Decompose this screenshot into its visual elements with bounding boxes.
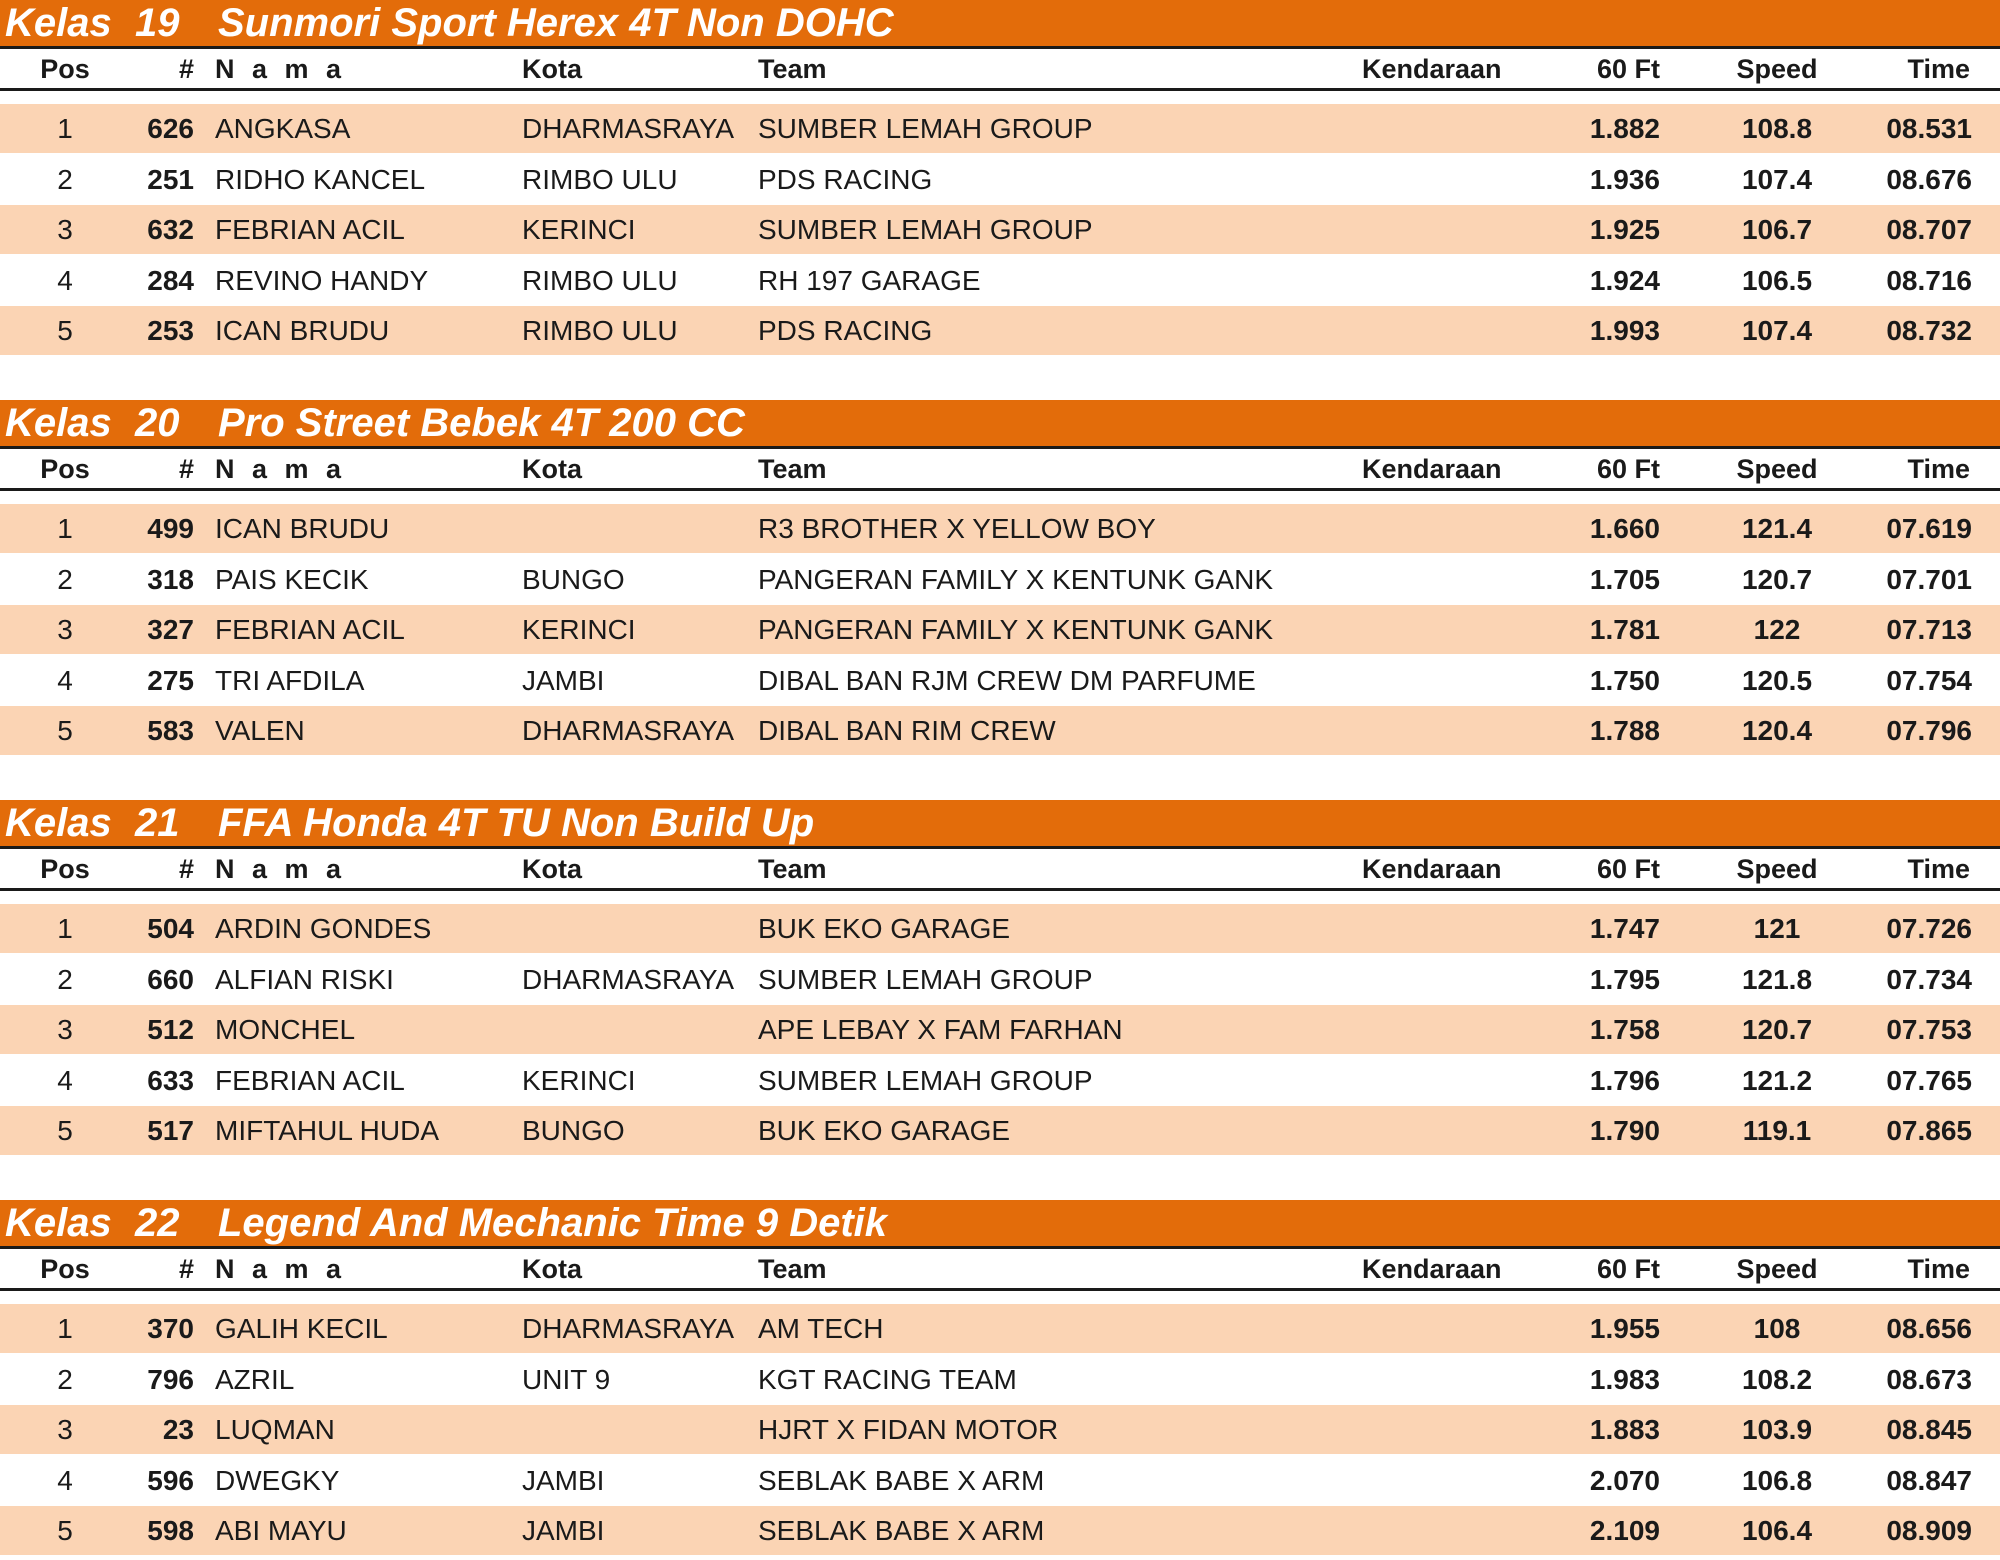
cell-kota: DHARMASRAYA <box>522 113 735 144</box>
cell-time: 07.753 <box>1886 1014 1972 1045</box>
cell-speed: 121.2 <box>1741 1065 1813 1096</box>
column-header-pos: Pos <box>40 854 90 884</box>
table-row <box>0 256 2000 305</box>
table-row <box>0 904 2000 953</box>
table-row <box>0 1405 2000 1454</box>
column-header-speed: Speed <box>1736 54 1818 84</box>
class-section <box>0 800 2000 1160</box>
column-header-num: # <box>178 1254 194 1284</box>
cell-time: 08.707 <box>1886 214 1972 245</box>
cell-nama: TRI AFDILA <box>215 665 365 696</box>
class-name: FFA Honda 4T TU Non Build Up <box>218 801 815 845</box>
cell-speed: 107.4 <box>1741 164 1813 195</box>
cell-speed: 106.7 <box>1741 214 1813 245</box>
table-row <box>0 955 2000 1004</box>
cell-time: 08.531 <box>1886 113 1972 144</box>
cell-num: 598 <box>147 1515 194 1546</box>
cell-kota: JAMBI <box>522 665 605 696</box>
cell-nama: MIFTAHUL HUDA <box>215 1115 439 1146</box>
column-header-team: Team <box>758 454 827 484</box>
cell-nama: ANGKASA <box>215 113 351 144</box>
cell-team: PDS RACING <box>758 315 933 346</box>
class-title-bar <box>0 0 2000 49</box>
cell-ft60: 1.955 <box>1589 1313 1660 1344</box>
column-header-pos: Pos <box>40 54 90 84</box>
cell-kota: JAMBI <box>522 1515 605 1546</box>
cell-team: RH 197 GARAGE <box>758 265 981 296</box>
cell-speed: 108.8 <box>1741 113 1813 144</box>
column-header-pos: Pos <box>40 1254 90 1284</box>
cell-num: 23 <box>162 1414 194 1445</box>
cell-ft60: 2.070 <box>1589 1465 1660 1496</box>
cell-ft60: 1.993 <box>1589 315 1660 346</box>
cell-time: 07.865 <box>1886 1115 1972 1146</box>
column-header-kendaraan: Kendaraan <box>1362 54 1502 84</box>
cell-pos: 3 <box>57 1414 73 1445</box>
cell-nama: FEBRIAN ACIL <box>215 614 405 645</box>
table-row <box>0 1456 2000 1505</box>
column-header-nama: N a m a <box>215 854 347 884</box>
cell-num: 275 <box>147 665 194 696</box>
table-row <box>0 504 2000 553</box>
cell-num: 796 <box>147 1364 194 1395</box>
cell-pos: 4 <box>57 1465 73 1496</box>
cell-pos: 4 <box>57 1065 73 1096</box>
cell-time: 08.845 <box>1886 1414 1972 1445</box>
cell-time: 07.619 <box>1886 513 1972 544</box>
cell-nama: AZRIL <box>215 1364 295 1395</box>
cell-time: 08.847 <box>1886 1465 1972 1496</box>
cell-num: 660 <box>147 964 194 995</box>
cell-num: 596 <box>147 1465 194 1496</box>
column-header-time: Time <box>1907 454 1970 484</box>
cell-nama: ICAN BRUDU <box>215 513 390 544</box>
cell-num: 517 <box>147 1115 194 1146</box>
cell-pos: 1 <box>57 113 73 144</box>
cell-nama: VALEN <box>215 715 305 746</box>
class-section <box>0 1200 2000 1560</box>
cell-ft60: 1.781 <box>1589 614 1660 645</box>
table-row <box>0 306 2000 355</box>
cell-pos: 4 <box>57 665 73 696</box>
cell-num: 504 <box>147 913 194 944</box>
column-header-kota: Kota <box>522 54 582 84</box>
cell-kota: UNIT 9 <box>522 1364 611 1395</box>
table-row <box>0 1056 2000 1105</box>
column-header-team: Team <box>758 1254 827 1284</box>
cell-ft60: 1.747 <box>1589 913 1660 944</box>
cell-speed: 103.9 <box>1741 1414 1813 1445</box>
cell-team: SUMBER LEMAH GROUP <box>758 964 1093 995</box>
class-number: 20 <box>135 401 180 445</box>
cell-team: APE LEBAY X FAM FARHAN <box>758 1014 1123 1045</box>
cell-kota: RIMBO ULU <box>522 164 678 195</box>
cell-num: 253 <box>147 315 194 346</box>
class-section <box>0 0 2000 360</box>
cell-speed: 120.4 <box>1741 715 1813 746</box>
column-header-kendaraan: Kendaraan <box>1362 454 1502 484</box>
column-header-ft60: 60 Ft <box>1596 854 1660 884</box>
cell-ft60: 1.883 <box>1589 1414 1660 1445</box>
table-row <box>0 205 2000 254</box>
cell-team: PANGERAN FAMILY X KENTUNK GANK <box>758 614 1274 645</box>
cell-nama: GALIH KECIL <box>215 1313 388 1344</box>
class-name: Pro Street Bebek 4T 200 CC <box>218 401 745 445</box>
cell-time: 08.656 <box>1886 1313 1972 1344</box>
cell-time: 08.673 <box>1886 1364 1972 1395</box>
cell-ft60: 1.790 <box>1589 1115 1660 1146</box>
cell-ft60: 1.882 <box>1589 113 1660 144</box>
table-row <box>0 1304 2000 1353</box>
column-header-kota: Kota <box>522 854 582 884</box>
cell-num: 583 <box>147 715 194 746</box>
column-header-kota: Kota <box>522 454 582 484</box>
column-header-ft60: 60 Ft <box>1596 1254 1660 1284</box>
column-header-num: # <box>178 854 194 884</box>
cell-pos: 3 <box>57 1014 73 1045</box>
cell-speed: 121.4 <box>1741 513 1813 544</box>
cell-pos: 5 <box>57 315 73 346</box>
cell-time: 07.754 <box>1886 665 1972 696</box>
cell-speed: 106.8 <box>1741 1465 1813 1496</box>
cell-speed: 121 <box>1753 913 1801 944</box>
class-label: Kelas <box>5 1 112 45</box>
column-header-speed: Speed <box>1736 854 1818 884</box>
class-number: 21 <box>135 801 180 845</box>
cell-kota: KERINCI <box>522 214 636 245</box>
cell-pos: 5 <box>57 1115 73 1146</box>
column-header-team: Team <box>758 54 827 84</box>
cell-kota: RIMBO ULU <box>522 315 678 346</box>
class-label: Kelas <box>5 401 112 445</box>
cell-num: 284 <box>147 265 194 296</box>
cell-ft60: 1.750 <box>1589 665 1660 696</box>
cell-kota: DHARMASRAYA <box>522 1313 735 1344</box>
cell-pos: 2 <box>57 964 73 995</box>
cell-team: SEBLAK BABE X ARM <box>758 1465 1045 1496</box>
cell-nama: FEBRIAN ACIL <box>215 1065 405 1096</box>
cell-pos: 1 <box>57 513 73 544</box>
cell-num: 251 <box>147 164 194 195</box>
cell-pos: 4 <box>57 265 73 296</box>
cell-pos: 2 <box>57 564 73 595</box>
cell-pos: 3 <box>57 214 73 245</box>
cell-team: PANGERAN FAMILY X KENTUNK GANK <box>758 564 1274 595</box>
table-row <box>0 656 2000 705</box>
cell-num: 327 <box>147 614 194 645</box>
cell-team: HJRT X FIDAN MOTOR <box>758 1414 1059 1445</box>
cell-time: 08.676 <box>1886 164 1972 195</box>
cell-team: SUMBER LEMAH GROUP <box>758 1065 1093 1096</box>
cell-speed: 120.7 <box>1741 1014 1813 1045</box>
cell-num: 370 <box>147 1313 194 1344</box>
cell-team: BUK EKO GARAGE <box>758 1115 1011 1146</box>
cell-num: 512 <box>147 1014 194 1045</box>
cell-kota: KERINCI <box>522 1065 636 1096</box>
table-row <box>0 605 2000 654</box>
cell-pos: 2 <box>57 164 73 195</box>
cell-team: SUMBER LEMAH GROUP <box>758 214 1093 245</box>
table-row <box>0 155 2000 204</box>
cell-speed: 106.5 <box>1741 265 1813 296</box>
column-header-time: Time <box>1907 854 1970 884</box>
cell-nama: ICAN BRUDU <box>215 315 390 346</box>
cell-nama: ABI MAYU <box>215 1515 347 1546</box>
cell-pos: 2 <box>57 1364 73 1395</box>
cell-ft60: 1.795 <box>1589 964 1660 995</box>
cell-ft60: 1.758 <box>1589 1014 1660 1045</box>
cell-team: SEBLAK BABE X ARM <box>758 1515 1045 1546</box>
cell-team: DIBAL BAN RJM CREW DM PARFUME <box>758 665 1256 696</box>
column-header-row <box>0 1249 2000 1291</box>
class-label: Kelas <box>5 1201 112 1245</box>
column-header-num: # <box>178 454 194 484</box>
cell-nama: MONCHEL <box>215 1014 356 1045</box>
cell-nama: RIDHO KANCEL <box>215 164 426 195</box>
cell-speed: 107.4 <box>1741 315 1813 346</box>
cell-speed: 108.2 <box>1741 1364 1813 1395</box>
cell-ft60: 1.983 <box>1589 1364 1660 1395</box>
cell-speed: 122 <box>1753 614 1801 645</box>
column-header-ft60: 60 Ft <box>1596 54 1660 84</box>
table-row <box>0 555 2000 604</box>
cell-nama: PAIS KECIK <box>215 564 369 595</box>
cell-nama: DWEGKY <box>215 1465 340 1496</box>
cell-num: 632 <box>147 214 194 245</box>
column-header-row <box>0 449 2000 491</box>
column-header-kendaraan: Kendaraan <box>1362 854 1502 884</box>
class-name: Sunmori Sport Herex 4T Non DOHC <box>218 1 894 45</box>
class-number: 22 <box>135 1201 180 1245</box>
cell-time: 07.796 <box>1886 715 1972 746</box>
cell-ft60: 1.788 <box>1589 715 1660 746</box>
cell-team: KGT RACING TEAM <box>758 1364 1017 1395</box>
cell-ft60: 1.796 <box>1589 1065 1660 1096</box>
cell-nama: REVINO HANDY <box>215 265 429 296</box>
cell-speed: 119.1 <box>1742 1115 1812 1146</box>
table-row <box>0 706 2000 755</box>
cell-team: SUMBER LEMAH GROUP <box>758 113 1093 144</box>
column-header-row <box>0 49 2000 91</box>
cell-speed: 106.4 <box>1741 1515 1813 1546</box>
cell-kota: BUNGO <box>522 564 625 595</box>
cell-ft60: 1.936 <box>1589 164 1660 195</box>
cell-time: 07.726 <box>1886 913 1972 944</box>
column-header-row <box>0 849 2000 891</box>
table-row <box>0 1106 2000 1155</box>
cell-kota: BUNGO <box>522 1115 625 1146</box>
cell-kota: RIMBO ULU <box>522 265 678 296</box>
cell-team: AM TECH <box>758 1313 884 1344</box>
cell-ft60: 1.705 <box>1589 564 1660 595</box>
cell-time: 07.701 <box>1886 564 1972 595</box>
cell-kota: JAMBI <box>522 1465 605 1496</box>
column-header-speed: Speed <box>1736 454 1818 484</box>
cell-time: 07.734 <box>1886 964 1972 995</box>
class-title-bar <box>0 1200 2000 1249</box>
column-header-pos: Pos <box>40 454 90 484</box>
column-header-num: # <box>178 54 194 84</box>
table-row <box>0 1355 2000 1404</box>
cell-team: R3 BROTHER X YELLOW BOY <box>758 513 1156 544</box>
cell-speed: 120.7 <box>1741 564 1813 595</box>
cell-team: PDS RACING <box>758 164 933 195</box>
cell-team: DIBAL BAN RIM CREW <box>758 715 1056 746</box>
cell-num: 626 <box>147 113 194 144</box>
class-title-bar <box>0 400 2000 449</box>
cell-speed: 120.5 <box>1741 665 1813 696</box>
column-header-nama: N a m a <box>215 454 347 484</box>
column-header-nama: N a m a <box>215 1254 347 1284</box>
cell-ft60: 1.925 <box>1589 214 1660 245</box>
cell-speed: 108 <box>1753 1313 1801 1344</box>
table-row <box>0 1005 2000 1054</box>
column-header-speed: Speed <box>1736 1254 1818 1284</box>
column-header-time: Time <box>1907 1254 1970 1284</box>
cell-ft60: 2.109 <box>1589 1515 1660 1546</box>
table-row <box>0 104 2000 153</box>
cell-time: 07.765 <box>1886 1065 1972 1096</box>
class-title-bar <box>0 800 2000 849</box>
class-number: 19 <box>135 1 180 45</box>
cell-speed: 121.8 <box>1741 964 1813 995</box>
cell-num: 633 <box>147 1065 194 1096</box>
cell-kota: DHARMASRAYA <box>522 715 735 746</box>
cell-pos: 5 <box>57 1515 73 1546</box>
column-header-time: Time <box>1907 54 1970 84</box>
cell-time: 08.732 <box>1886 315 1972 346</box>
column-header-team: Team <box>758 854 827 884</box>
column-header-kota: Kota <box>522 1254 582 1284</box>
class-label: Kelas <box>5 801 112 845</box>
cell-time: 08.909 <box>1886 1515 1972 1546</box>
column-header-kendaraan: Kendaraan <box>1362 1254 1502 1284</box>
cell-time: 08.716 <box>1886 265 1972 296</box>
cell-team: BUK EKO GARAGE <box>758 913 1011 944</box>
class-section <box>0 400 2000 760</box>
cell-nama: ALFIAN RISKI <box>215 964 394 995</box>
cell-num: 499 <box>147 513 194 544</box>
cell-nama: FEBRIAN ACIL <box>215 214 405 245</box>
cell-pos: 3 <box>57 614 73 645</box>
cell-kota: DHARMASRAYA <box>522 964 735 995</box>
column-header-ft60: 60 Ft <box>1596 454 1660 484</box>
cell-ft60: 1.660 <box>1589 513 1660 544</box>
cell-nama: LUQMAN <box>215 1414 335 1445</box>
class-name: Legend And Mechanic Time 9 Detik <box>218 1201 888 1245</box>
cell-pos: 1 <box>57 913 73 944</box>
cell-pos: 5 <box>57 715 73 746</box>
cell-pos: 1 <box>57 1313 73 1344</box>
cell-nama: ARDIN GONDES <box>215 913 432 944</box>
column-header-nama: N a m a <box>215 54 347 84</box>
cell-num: 318 <box>147 564 194 595</box>
cell-kota: KERINCI <box>522 614 636 645</box>
cell-ft60: 1.924 <box>1589 265 1660 296</box>
cell-time: 07.713 <box>1886 614 1972 645</box>
